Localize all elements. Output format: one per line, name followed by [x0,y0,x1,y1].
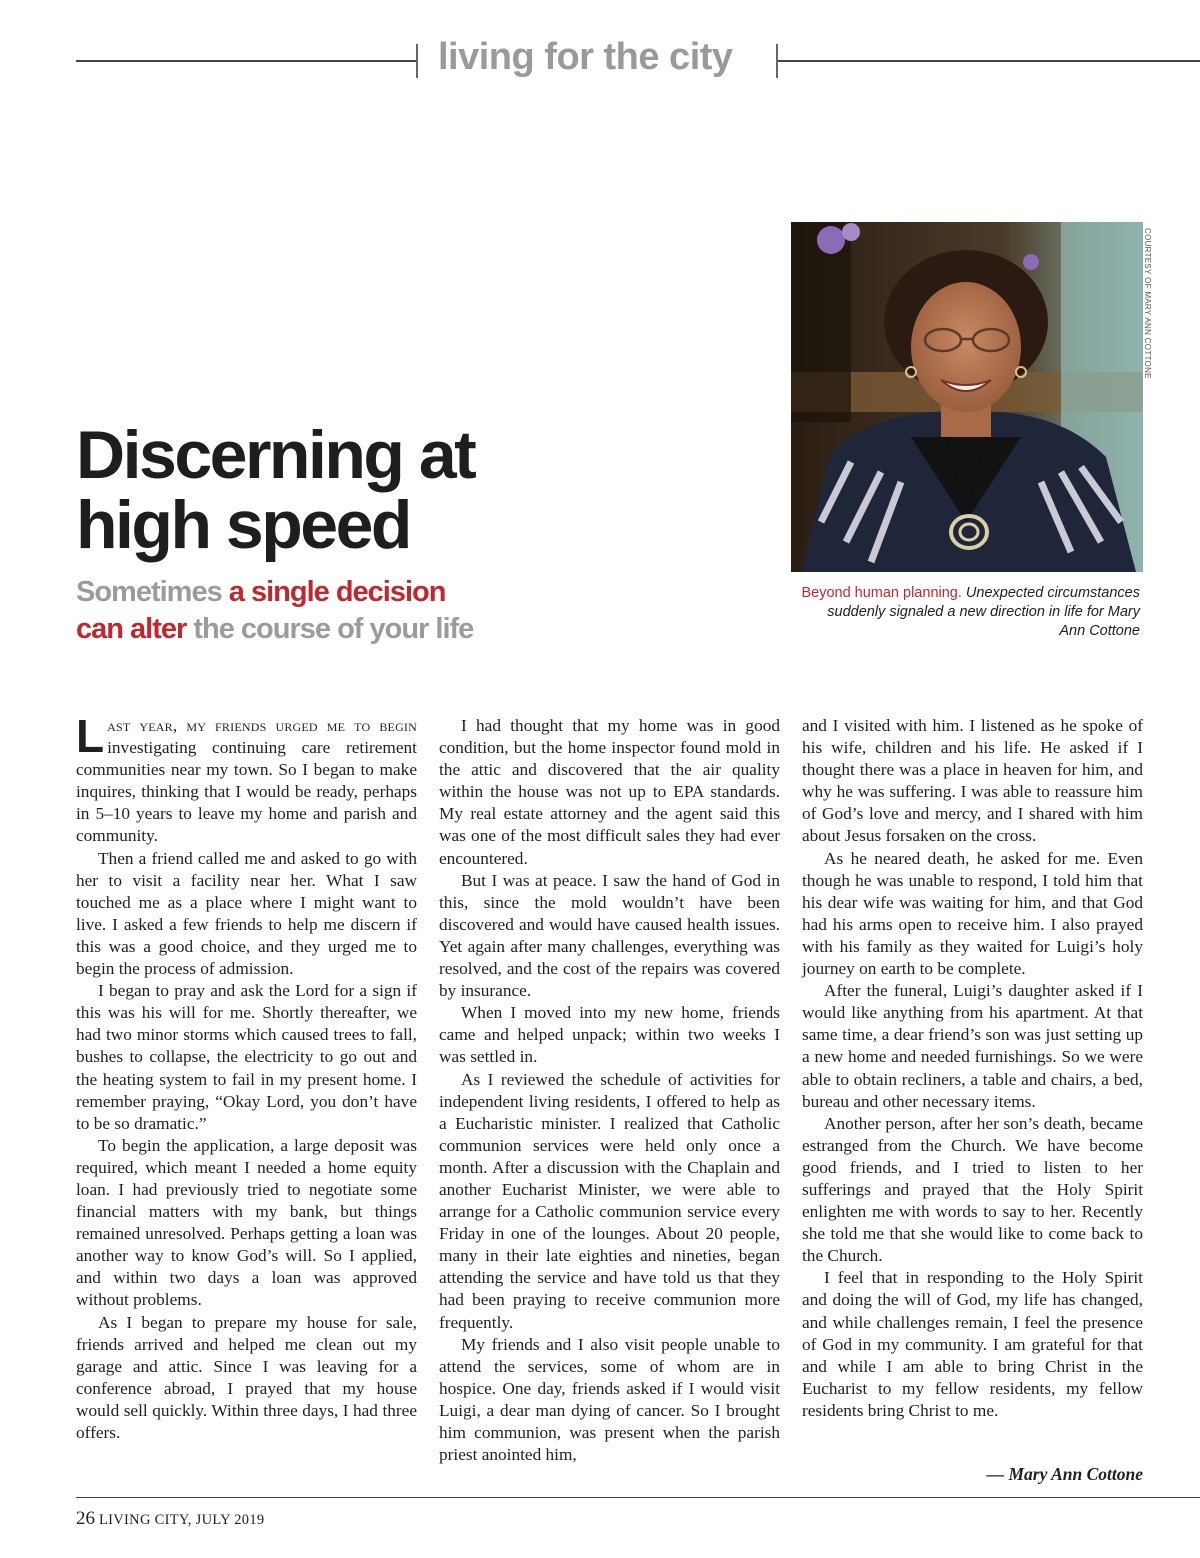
deck-part-3: can alter [76,613,187,645]
headline-line-1: Discerning at [76,417,475,493]
body-paragraph: I feel that in responding to the Holy Spirit and doing the will of God, my life has changed, and while challenges remain, I feel the presence of God in my community. I am grateful for that and while I am able to bring Christ in the Eucharist to my fellow residents, my fellow residents bring Christ to me. [802,1268,1143,1420]
paragraph-text: investigating continuing care retirement communities near my town. So I began to make inquires, thinking that I would be ready, perhaps in 5–10 years to leave my home and parish and community. [76,738,417,846]
photo-credit: COURTESY OF MARY ANN COTTONE [1143,228,1152,379]
body-column-1 [76,710,417,1444]
header-divider-left [416,44,418,78]
lead-in: ast year, my friends urged me to begin [107,716,417,735]
page-folio [76,1508,264,1530]
body-paragraph: When I moved into my new home, friends came and helped unpack; within two weeks I was settled in. [439,1003,780,1067]
deck-part-2: a single decision [228,576,446,608]
body-paragraph [76,710,417,848]
deck-line-2 [76,611,473,648]
caption-body: Unexpected circumstances suddenly signaled a new direction in life for Mary Ann Cottone [827,585,1140,639]
body-paragraph: I began to pray and ask the Lord for a sign if this was his will for me. Shortly thereafter, we had two minor storms which caused trees to fall, bushes to collapse, the electricity to go out and the heating system to fail in my present home. I remember praying, “Okay Lord, you don’t have to be so dramatic.” [76,981,417,1133]
article-deck [76,574,473,648]
photo-caption [800,584,1140,641]
body-paragraph: As he neared death, he asked for me. Even though he was unable to respond, I told him that his dear wife was waiting for him, and that God had his arms open to receive him. I also prayed with his family as they waited for Luigi’s holy journey on earth to be complete. [802,848,1143,979]
body-paragraph: and I visited with him. I listened as he spoke of his wife, children and his life. He asked if I thought there was a place in heaven for him, and why he was suffering. I was able to reassure him of God’s love and mercy, and I shared with him about Jesus forsaken on the cross. [802,716,1143,846]
body-paragraph: I had thought that my home was in good condition, but the home inspector found mold in the attic and discovered that the air quality within the house was not up to EPA standards. My real estate attorney and the agent said this was one of the most difficult sales they had ever encountered. [439,716,780,868]
body-paragraph: As I began to prepare my house for sale, friends arrived and helped me clean out my garage and attic. Since I was leaving for a conference abroad, I prayed that my house would sell quickly. Within three days, I had three offers. [76,1312,417,1442]
portrait-photo [791,222,1143,572]
body-paragraph: To begin the application, a large deposit was required, which meant I needed a home equity loan. I had previously tried to negotiate some financial matters with my bank, but things remained unresolved. Perhaps getting a loan was another way to know God’s will. So I applied, and within two days a loan was approved without problems. [76,1135,417,1310]
body-column-2 [439,715,780,1466]
body-paragraph: But I was at peace. I saw the hand of God in this, since the mold wouldn’t have been discovered and would have caused health issues. Yet again after many challenges, everything was resolved, and the cost of the repairs was covered by insurance. [439,870,780,1001]
body-paragraph: Another person, after her son’s death, became estranged from the Church. We have become good friends, and I tried to listen to her sufferings and prayed that the Holy Spirit enlighten me with words to say to her. Recently she told me that she would like to come back to the Church. [802,1113,1143,1266]
footer-rule [76,1497,1200,1498]
caption-lead: Beyond human planning. [801,585,962,601]
headline-line-2: high speed [76,487,410,563]
page-number: 26 [76,1508,95,1529]
deck-part-4: the course of your life [186,613,474,645]
body-paragraph: My friends and I also visit people unable to attend the services, some of whom are in hospice. One day, friends asked if I would visit Luigi, a dear man dying of cancer. So I brought him communion, was present when the parish priest anointed him, [439,1334,780,1465]
portrait-illustration [791,222,1143,572]
header-rule-left [76,60,416,62]
section-title: living for the city [438,36,733,78]
body-paragraph: As I reviewed the schedule of activities for independent living residents, I offered to help as a Eucharistic minister. I realized that Catholic communion services were held only once a month. After a discussion with the Chaplain and another Eucharist Minister, we were able to arrange for a Catholic communion service every Friday in one of the lounges. About 20 people, many in their late eighties and nineties, began attending the service and have told us that they had been praying to receive communion more frequently. [439,1069,780,1332]
drop-cap: L [76,710,105,762]
deck-line-1 [76,574,473,611]
body-column-3 [802,715,1143,1422]
publication-name: LIVING CITY, JULY 2019 [99,1512,265,1528]
author-byline: — Mary Ann Cottone [986,1464,1143,1484]
body-paragraph: After the funeral, Luigi’s daughter asked if I would like anything from his apartment. At that same time, a dear friend’s son was just setting up a new home and needed furnishings. So we were able to obtain recliners, a table and chairs, a bed, bureau and other necessary items. [802,981,1143,1111]
header-rule-right [778,60,1200,62]
deck-part-1: Sometimes [76,576,229,608]
article-headline [76,417,475,563]
body-paragraph: Then a friend called me and asked to go with her to visit a facility near her. What I saw touched me as a place where I might want to live. I asked a few friends to help me discern if this was a good choice, and they urged me to begin the process of admission. [76,848,417,979]
